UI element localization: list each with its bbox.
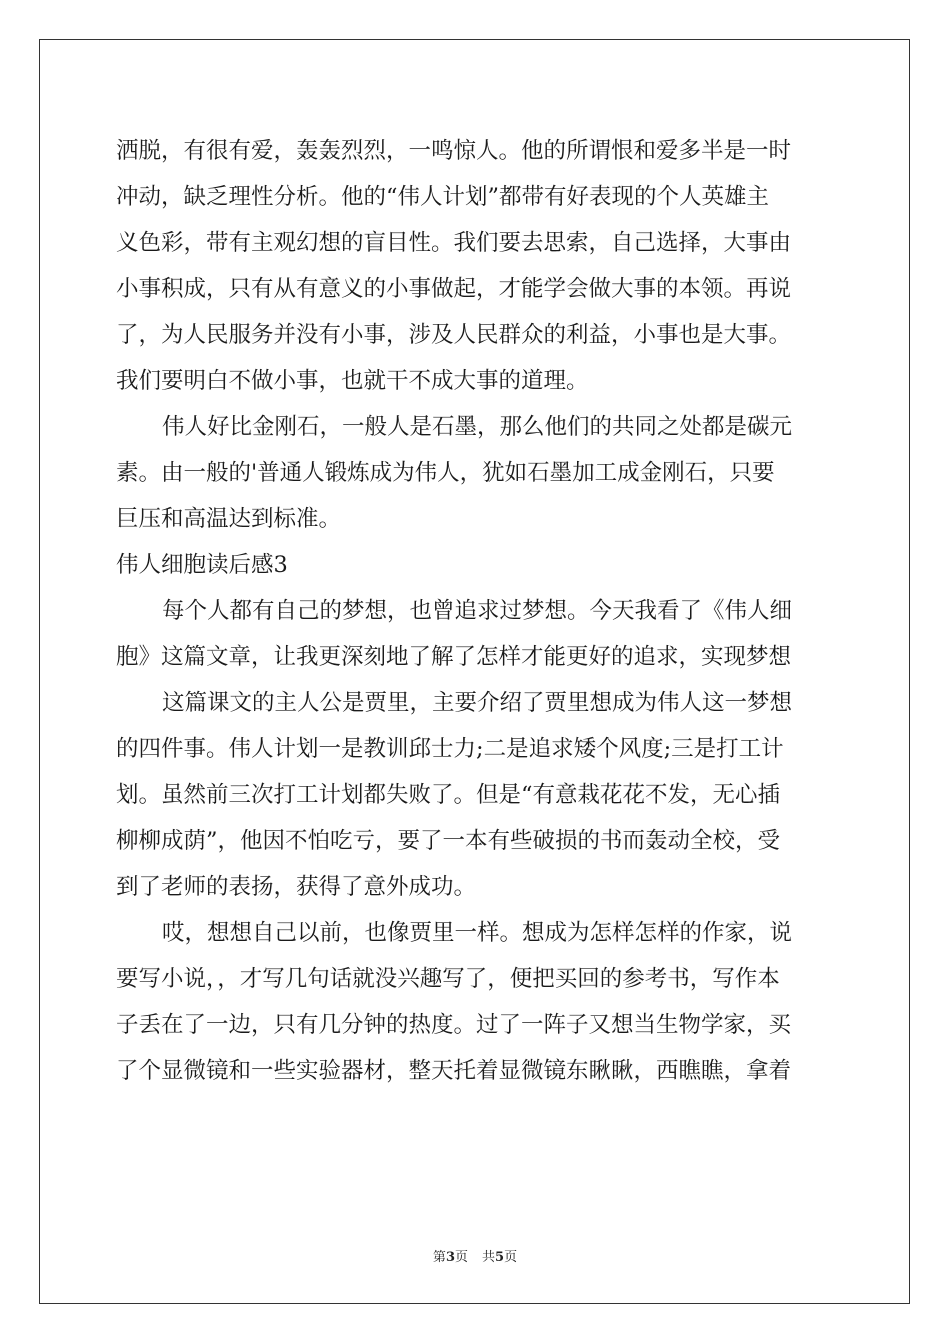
page-prefix: 第 — [432, 1250, 446, 1265]
text-line: 每个人都有自己的梦想，也曾追求过梦想。今天我看了《伟人细 — [162, 598, 793, 624]
text-line: 小事积成，只有从有意义的小事做起，才能学会做大事的本领。再说 — [116, 276, 792, 302]
text-line: 到了老师的表扬，获得了意外成功。 — [116, 874, 477, 900]
text-line: 伟人细胞读后感3 — [116, 552, 288, 578]
text-line: 素。由一般的'普通人锻炼成为伟人，犹如石墨加工成金刚石，只要 — [116, 460, 775, 486]
text-line: 要写小说，，才写几句话就没兴趣写了，便把买回的参考书，写作本 — [116, 966, 780, 992]
page-footer — [0, 1250, 950, 1266]
text-line: 划。虽然前三次打工计划都失败了。但是“有意栽花花不发，无心插 — [116, 782, 781, 808]
text-line: 这篇课文的主人公是贾里，主要介绍了贾里想成为伟人这一梦想 — [162, 690, 793, 716]
text-line: 巨压和高温达到标准。 — [116, 506, 342, 532]
text-line: 我们要明白不做小事，也就干不成大事的道理。 — [116, 368, 589, 394]
text-line: 柳柳成荫”，他因不怕吃亏，要了一本有些破损的书而轰动全校，受 — [116, 828, 781, 854]
text-line: 了个显微镜和一些实验器材，整天托着显微镜东瞅瞅，西瞧瞧，拿着 — [116, 1058, 792, 1084]
text-line: 伟人好比金刚石，一般人是石墨，那么他们的共同之处都是碳元 — [162, 414, 793, 440]
text-line: 的四件事。伟人计划一是教训邱士力;二是追求矮个风度;三是打工计 — [116, 736, 784, 762]
text-line: 哎，想想自己以前，也像贾里一样。想成为怎样怎样的作家，说 — [162, 920, 793, 946]
text-line: 了，为人民服务并没有小事，涉及人民群众的利益，小事也是大事。 — [116, 322, 792, 348]
text-line: 胞》这篇文章，让我更深刻地了解了怎样才能更好的追求，实现梦想 — [116, 644, 792, 670]
text-line: 洒脱，有很有爱，轰轰烈烈，一鸣惊人。他的所谓恨和爱多半是一时 — [116, 138, 792, 164]
total-suffix: 页 — [504, 1250, 518, 1265]
current-page-number: 3 — [445, 1250, 455, 1265]
text-line: 子丢在了一边，只有几分钟的热度。过了一阵子又想当生物学家，买 — [116, 1012, 792, 1038]
total-prefix: 共 — [482, 1250, 496, 1265]
text-line: 冲动，缺乏理性分析。他的“伟人计划”都带有好表现的个人英雄主 — [116, 184, 770, 210]
page-suffix: 页 — [454, 1250, 468, 1265]
document-body — [116, 128, 834, 1094]
total-page-number: 5 — [495, 1250, 505, 1265]
text-line: 义色彩，带有主观幻想的盲目性。我们要去思索，自己选择，大事由 — [116, 230, 792, 256]
